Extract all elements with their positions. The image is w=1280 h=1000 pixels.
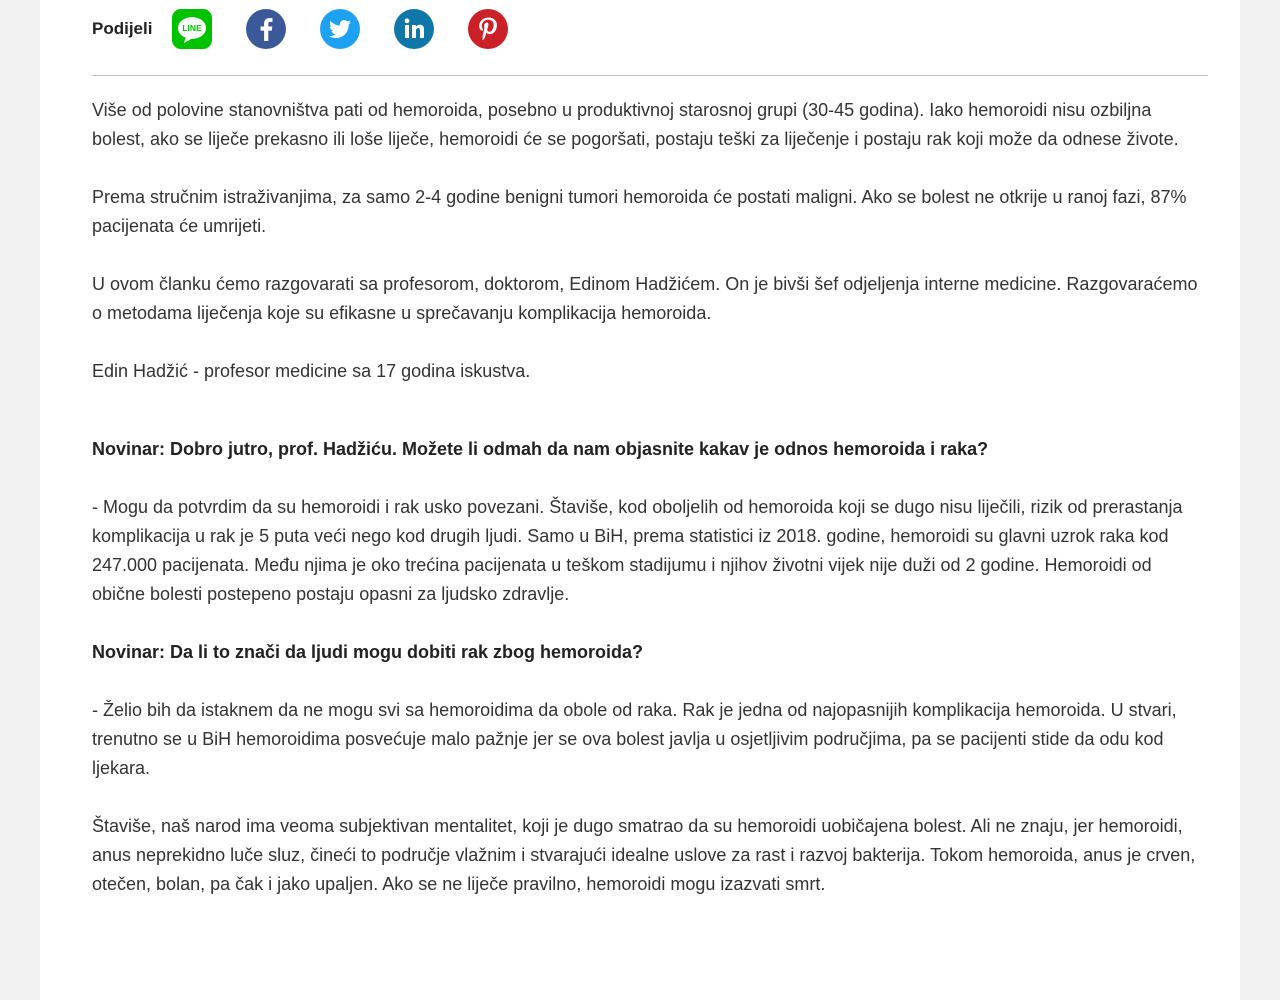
line-icon [172,9,212,49]
article-paragraph-interview-intro: U ovom članku ćemo razgovarati sa profesorom, doktorom, Edinom Hadžićem. On je bivši šef odjeljenja interne medicine. Razgovaraćemo o metodama liječenja koje su efikasne u sprečavanju komplikacija hemoroida. [92,274,1198,323]
share-bar [92,8,542,50]
twitter-icon [320,9,360,49]
interview-question-2: Novinar: Da li to znači da ljudi mogu dobiti rak zbog hemoroida? [92,642,644,662]
interview-answer-1: - Mogu da potvrdim da su hemoroidi i rak usko povezani. Štaviše, kod oboljelih od hemoroida koji se dugo nisu liječili, rizik od prerastanja komplikacija u rak je 5 puta veći nego kod drugih ljudi. Samo u BiH, prema statistici iz 2018. godine, hemoroidi su glavni uzrok raka kod 247.000 pacijenata. Među njima je oko trećina pacijenata u teškom stadijumu i njihov životni vijek nije duži od 2 godine. Hemoroidi od obične bolesti postepeno postaju opasni za ljudsko zdravlje. [92,497,1183,604]
share-twitter-button[interactable] [320,9,360,49]
interview-question-1: Novinar: Dobro jutro, prof. Hadžiću. Možete li odmah da nam objasnite kakav je odnos hemoroida i raka? [92,439,989,459]
share-line-button[interactable] [172,9,212,49]
share-linkedin-button[interactable] [394,9,434,49]
share-facebook-button[interactable] [246,9,286,49]
share-divider [92,75,1208,76]
article-body [92,96,1202,928]
article-paragraph-research: Prema stručnim istraživanjima, za samo 2-4 godine benigni tumori hemoroida će postati maligni. Ako se bolest ne otkrije u ranoj fazi, 87% pacijenata će umrijeti. [92,187,1187,236]
share-label: Podijeli [92,19,153,38]
interview-answer-2-continued: Štaviše, naš narod ima veoma subjektivan mentalitet, koji je dugo smatrao da su hemoroidi uobičajena bolest. Ali ne znaju, jer hemoroidi, anus neprekidno luče sluz, čineći to područje vlažnim i stvarajući idealne uslove za rast i razvoj bakterija. Tokom hemoroida, anus je crven, otečen, bolan, pa čak i jako upaljen. Ako se ne liječe pravilno, hemoroidi mogu izazvati smrt. [92,816,1196,894]
article-paragraph-author: Edin Hadžić - profesor medicine sa 17 godina iskustva. [92,361,531,381]
interview-answer-2: - Želio bih da istaknem da ne mogu svi sa hemoroidima da obole od raka. Rak je jedna od najopasnijih komplikacija hemoroida. U stvari, trenutno se u BiH hemoroidima posvećuje malo pažnje jer se ova bolest javlja u osjetljivim područjima, pa se pacijenti stide da odu kod ljekara. [92,700,1177,778]
article-paragraph-intro: Više od polovine stanovništva pati od hemoroida, posebno u produktivnoj starosnoj grupi (30-45 godina). Iako hemoroidi nisu ozbiljna bolest, ako se liječe prekasno ili loše liječe, hemoroidi će se pogoršati, postaju teški za liječenje i postaju rak koji može da odnese živote. [92,100,1179,149]
facebook-icon [246,9,286,49]
line-icon-text: LINE [182,23,203,33]
pinterest-icon [468,9,508,49]
linkedin-icon [394,9,434,49]
share-pinterest-button[interactable] [468,9,508,49]
article-page [40,0,1240,1000]
